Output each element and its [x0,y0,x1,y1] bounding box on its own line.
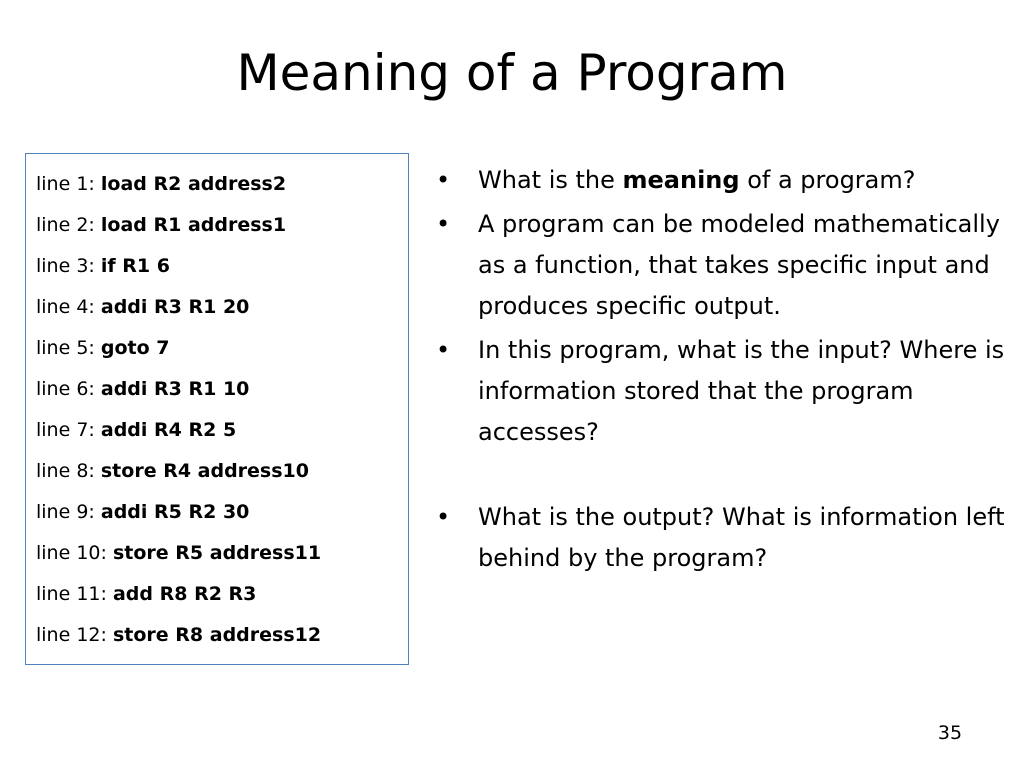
line-number: line 11: [36,583,107,605]
line-number: line 4: [36,296,95,318]
instruction: addi R5 R2 30 [100,501,250,523]
page-number: 35 [937,722,963,744]
slide-title: Meaning of a Program [236,44,788,102]
line-number: line 3: [36,255,95,277]
line-number: line 1: [36,173,95,195]
bullet-emphasis: meaning [622,166,740,194]
bullet-text: What is the output? What is information left behind by the program? [478,503,1005,572]
code-line [36,205,408,246]
bullet-function-model [436,204,1006,327]
code-line [36,533,408,574]
code-line [36,451,408,492]
code-line [36,410,408,451]
code-line [36,574,408,615]
code-line [36,246,408,287]
instruction: if R1 6 [100,255,170,277]
bullet-dot: • [436,503,451,531]
code-line [36,328,408,369]
instruction: addi R4 R2 5 [100,419,237,441]
line-number: line 9: [36,501,95,523]
instruction: addi R3 R1 10 [100,378,250,400]
line-number: line 7: [36,419,95,441]
bullet-dot: • [436,166,451,194]
line-number: line 10: [36,542,107,564]
instruction: load R2 address2 [100,173,287,195]
code-listing-box [25,153,409,665]
line-number: line 8: [36,460,95,482]
instruction: goto 7 [100,337,170,359]
line-number: line 2: [36,214,95,236]
line-number: line 6: [36,378,95,400]
bullet-dot: • [436,336,451,364]
code-line [36,369,408,410]
line-number: line 5: [36,337,95,359]
bullet-input-question [436,330,1006,453]
instruction: addi R3 R1 20 [100,296,250,318]
bullet-meaning [436,160,1006,201]
code-line [36,492,408,533]
instruction: store R8 address12 [112,624,322,646]
bullet-output-question [436,497,1006,579]
instruction: add R8 R2 R3 [112,583,257,605]
bullet-list [436,160,1006,582]
line-number: line 12: [36,624,107,646]
code-line [36,287,408,328]
code-line [36,164,408,205]
bullet-text-after: of a program? [739,166,916,194]
instruction: load R1 address1 [100,214,287,236]
bullet-text: A program can be modeled mathematically as a function, that takes specific input and produces specific output. [478,210,1000,320]
bullet-text-before: What is the [478,166,623,194]
code-line [36,615,408,656]
bullet-text: In this program, what is the input? Where is information stored that the program accesses? [478,336,1005,446]
instruction: store R4 address10 [100,460,309,482]
bullet-dot: • [436,210,451,238]
instruction: store R5 address11 [112,542,322,564]
